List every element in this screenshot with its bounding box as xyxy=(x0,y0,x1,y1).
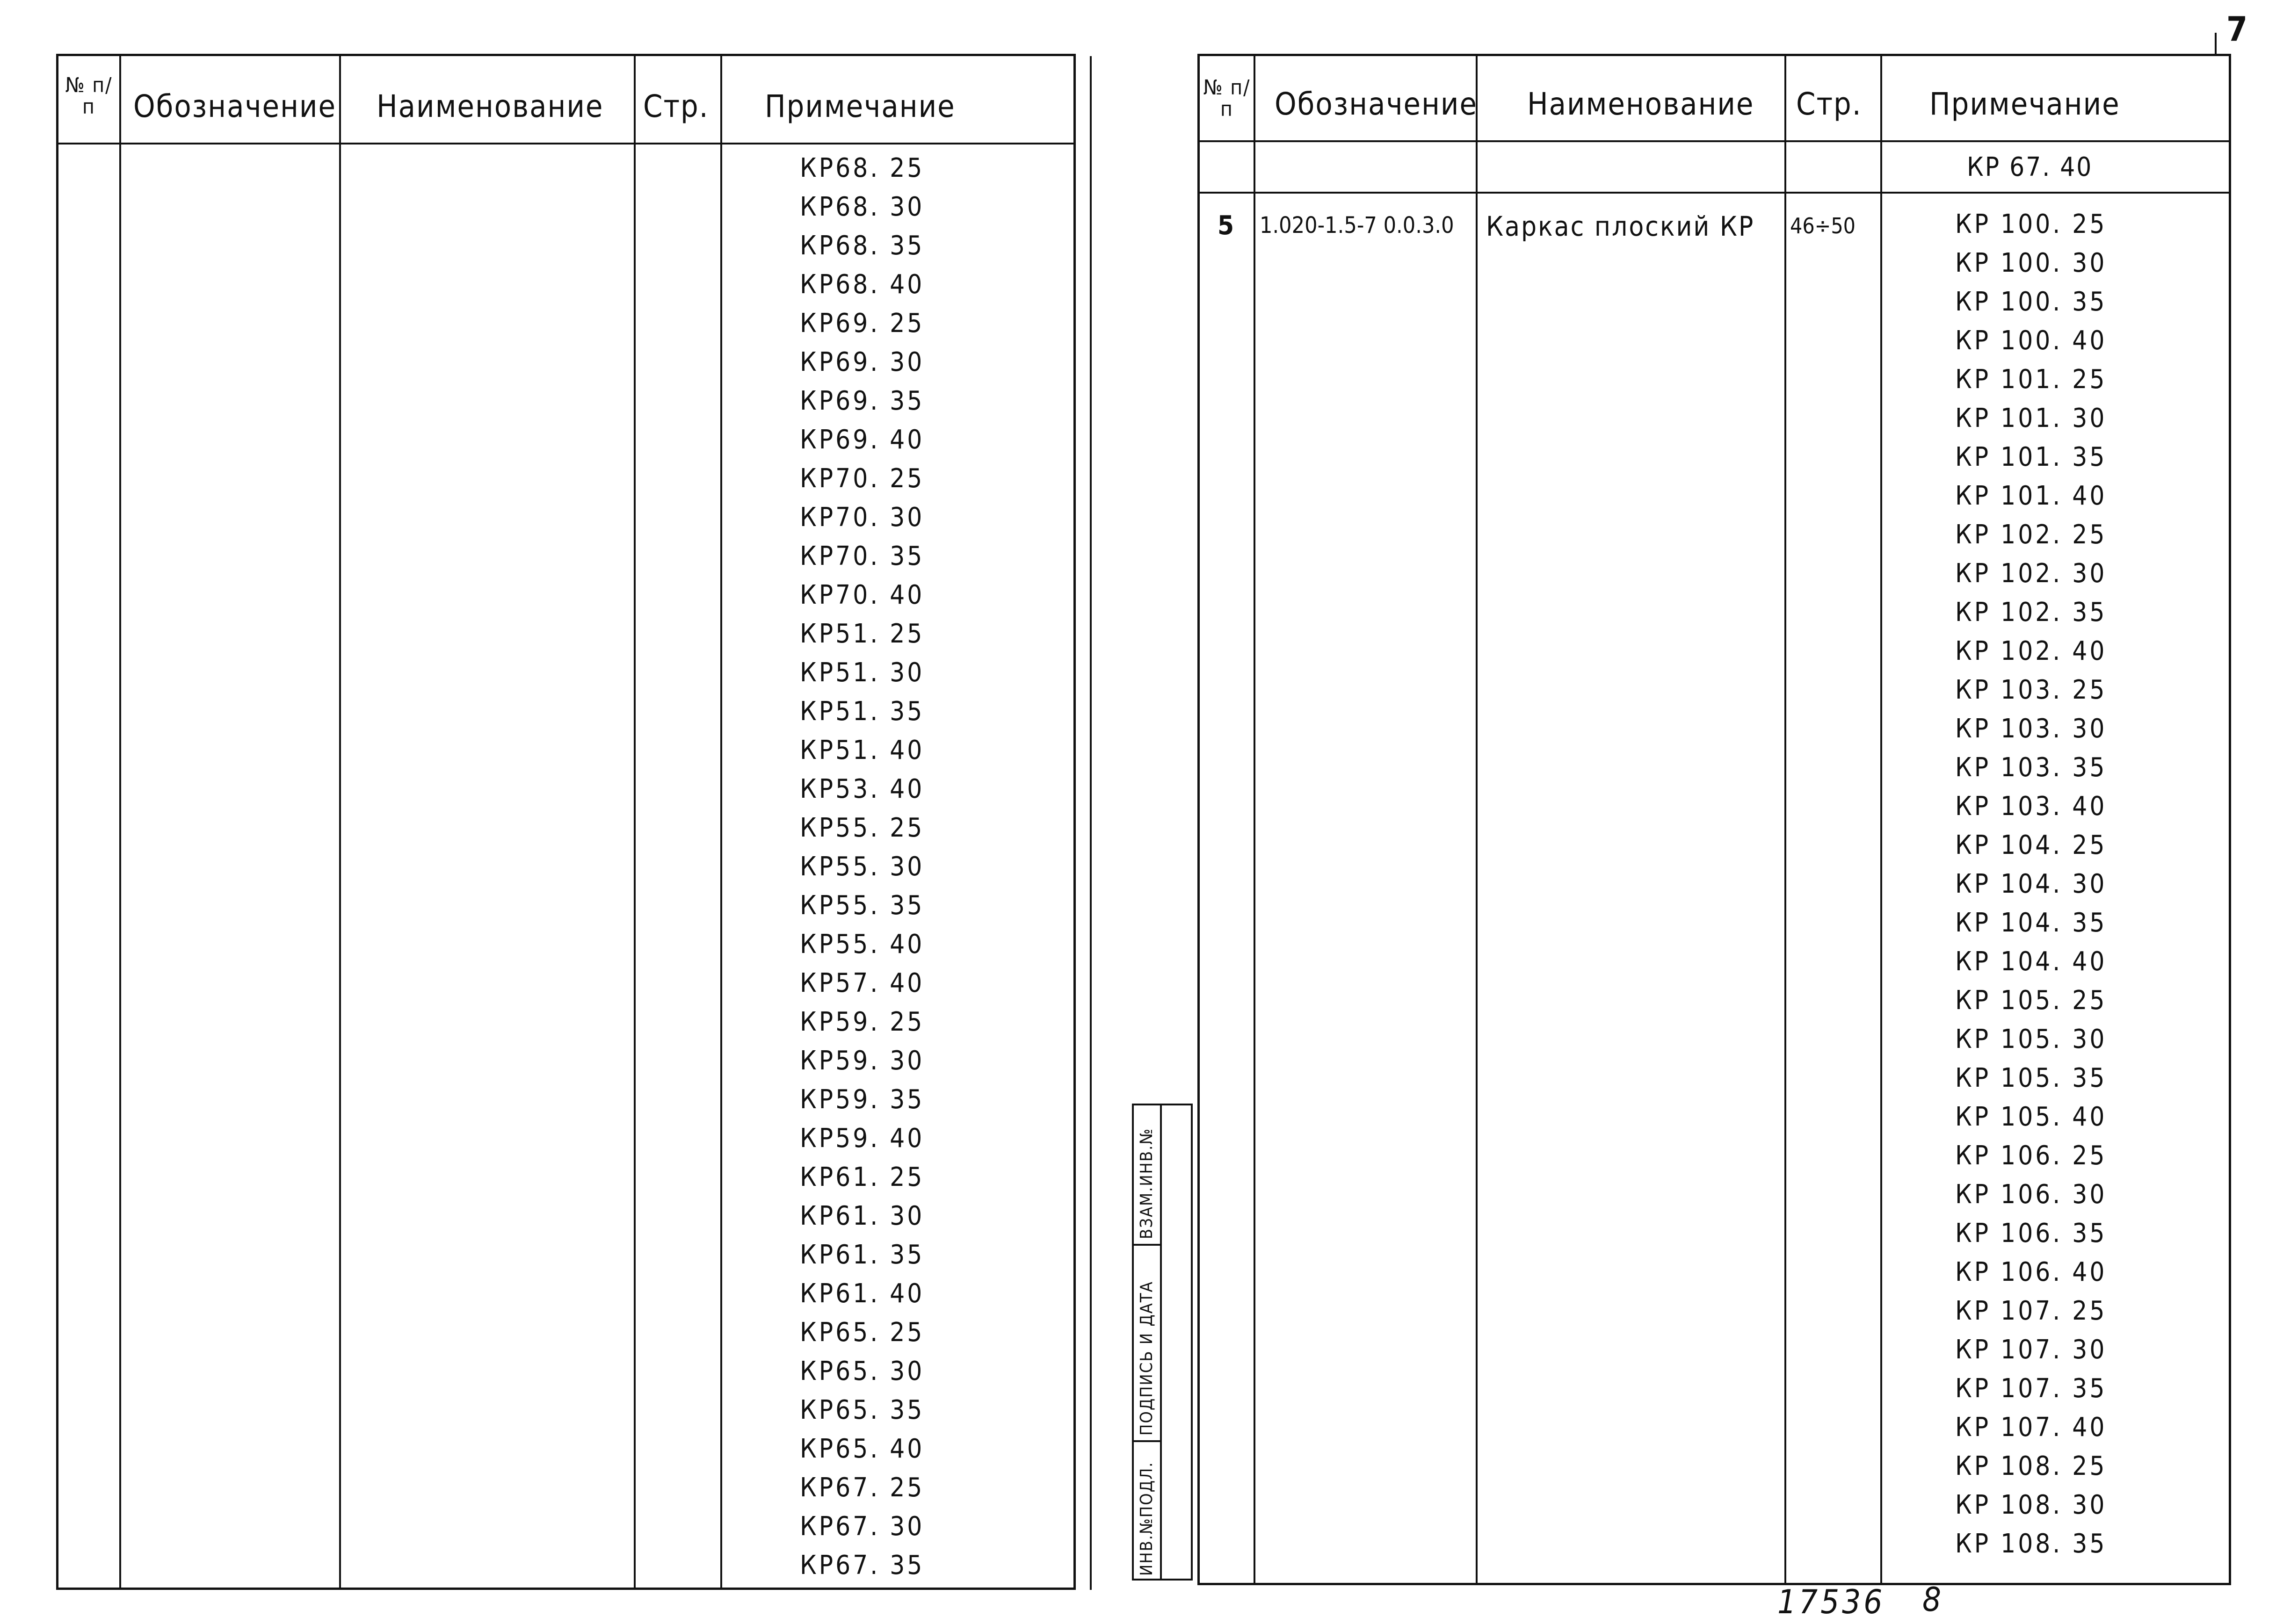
page-number-tick xyxy=(2215,33,2217,54)
right-notes-list xyxy=(1955,205,2107,1563)
right-header-note: Примечание xyxy=(1929,86,2120,122)
row-page-range: 46÷50 xyxy=(1790,213,1856,238)
list-item: КР 103. 25 xyxy=(1955,675,2107,705)
approval-stamp xyxy=(1132,1104,1193,1581)
list-item: КР57. 40 xyxy=(800,968,925,998)
right-header-designation: Обозначение xyxy=(1275,86,1478,122)
left-header-num: № п/п xyxy=(65,73,113,119)
left-col-line-3 xyxy=(634,56,636,1588)
list-item: КР 105. 30 xyxy=(1955,1024,2107,1054)
stamp-orig-inv: ИНВ.№ПОДЛ. xyxy=(1137,1461,1156,1576)
list-item: КР51. 25 xyxy=(800,619,925,649)
list-item: КР68. 30 xyxy=(800,192,925,222)
stamp-signature-date: ПОДПИСЬ И ДАТА xyxy=(1137,1281,1156,1436)
list-item: КР 103. 40 xyxy=(1955,791,2107,822)
list-item: КР 100. 35 xyxy=(1955,287,2107,317)
binding-margin-line xyxy=(1090,56,1092,1590)
list-item: КР 100. 25 xyxy=(1955,209,2107,239)
stamp-cell-replace-inv xyxy=(1134,1105,1160,1246)
list-item: КР 108. 25 xyxy=(1955,1451,2107,1481)
left-header-note: Примечание xyxy=(765,88,956,124)
list-item: КР61. 35 xyxy=(800,1240,925,1270)
list-item: КР55. 30 xyxy=(800,852,925,882)
list-item: КР67. 30 xyxy=(800,1511,925,1542)
list-item: КР61. 25 xyxy=(800,1162,925,1192)
left-col-line-4 xyxy=(720,56,722,1588)
list-item: КР 107. 25 xyxy=(1955,1296,2107,1326)
list-item: КР65. 30 xyxy=(800,1356,925,1386)
list-item: КР 104. 25 xyxy=(1955,830,2107,860)
right-header-num: № п/п xyxy=(1203,76,1251,122)
list-item: КР 108. 30 xyxy=(1955,1490,2107,1520)
list-item: КР 101. 25 xyxy=(1955,364,2107,395)
list-item: КР 108. 35 xyxy=(1955,1529,2107,1559)
list-item: КР 107. 40 xyxy=(1955,1412,2107,1443)
list-item: КР 104. 40 xyxy=(1955,946,2107,977)
list-item: КР69. 25 xyxy=(800,308,925,339)
list-item: КР55. 25 xyxy=(800,813,925,843)
list-item: КР 103. 35 xyxy=(1955,752,2107,783)
list-item: КР 102. 30 xyxy=(1955,558,2107,589)
list-item: КР68. 25 xyxy=(800,153,925,183)
list-item: КР 101. 40 xyxy=(1955,481,2107,511)
list-item: КР70. 40 xyxy=(800,580,925,610)
list-item: КР67. 35 xyxy=(800,1550,925,1581)
left-notes-list xyxy=(800,149,924,1585)
list-item: КР51. 40 xyxy=(800,735,925,765)
row-name: Каркас плоский КР xyxy=(1486,210,1755,242)
list-item: КР 103. 30 xyxy=(1955,714,2107,744)
right-header-line xyxy=(1200,140,2229,142)
left-specification-table xyxy=(56,54,1076,1590)
list-item: КР 105. 35 xyxy=(1955,1063,2107,1093)
list-item: КР 102. 35 xyxy=(1955,597,2107,628)
list-item: КР55. 35 xyxy=(800,890,925,921)
left-col-line-2 xyxy=(339,56,341,1588)
list-item: КР 105. 25 xyxy=(1955,985,2107,1016)
left-col-line-1 xyxy=(119,56,121,1588)
left-header-line xyxy=(58,143,1073,144)
page-number: 7 xyxy=(2226,9,2248,49)
list-item: КР69. 35 xyxy=(800,386,925,416)
right-col-line-4 xyxy=(1880,56,1882,1583)
list-item: КР59. 35 xyxy=(800,1084,925,1115)
right-specification-table xyxy=(1197,54,2231,1585)
list-item: КР 104. 35 xyxy=(1955,908,2107,938)
list-item: КР 107. 30 xyxy=(1955,1335,2107,1365)
row-designation: 1.020-1.5-7 0.0.3.0 xyxy=(1260,212,1454,238)
list-item: КР67. 25 xyxy=(800,1472,925,1503)
list-item: КР68. 35 xyxy=(800,231,925,261)
list-item: КР59. 40 xyxy=(800,1123,925,1154)
stamp-divider xyxy=(1160,1105,1162,1579)
right-header-name: Наименование xyxy=(1527,86,1754,122)
stamp-cell-orig-inv xyxy=(1134,1442,1160,1581)
right-col-line-3 xyxy=(1784,56,1786,1583)
list-item: КР 105. 40 xyxy=(1955,1102,2107,1132)
list-item: КР59. 25 xyxy=(800,1007,925,1037)
list-item: КР65. 25 xyxy=(800,1317,925,1348)
list-item: КР70. 25 xyxy=(800,463,925,494)
right-first-row-line xyxy=(1200,192,2229,194)
stamp-replace-inv: ВЗАМ.ИНВ.№ xyxy=(1137,1127,1156,1239)
list-item: КР61. 30 xyxy=(800,1201,925,1231)
right-carryover-note: КР 67. 40 xyxy=(1967,152,2093,182)
list-item: КР 102. 40 xyxy=(1955,636,2107,666)
list-item: КР53. 40 xyxy=(800,774,925,804)
list-item: КР55. 40 xyxy=(800,929,925,960)
list-item: КР 106. 30 xyxy=(1955,1179,2107,1210)
list-item: КР 101. 35 xyxy=(1955,442,2107,472)
right-col-line-2 xyxy=(1476,56,1478,1583)
list-item: КР69. 30 xyxy=(800,347,925,377)
list-item: КР68. 40 xyxy=(800,269,925,300)
right-header-page: Стр. xyxy=(1796,86,1862,122)
left-header-page: Стр. xyxy=(643,88,709,124)
list-item: КР 100. 30 xyxy=(1955,248,2107,278)
list-item: КР 101. 30 xyxy=(1955,403,2107,433)
list-item: КР51. 30 xyxy=(800,657,925,688)
list-item: КР 107. 35 xyxy=(1955,1373,2107,1404)
list-item: КР 104. 30 xyxy=(1955,869,2107,899)
list-item: КР 102. 25 xyxy=(1955,520,2107,550)
list-item: КР51. 35 xyxy=(800,696,925,727)
list-item: КР70. 35 xyxy=(800,541,925,571)
list-item: КР70. 30 xyxy=(800,502,925,533)
list-item: КР69. 40 xyxy=(800,425,925,455)
list-item: КР61. 40 xyxy=(800,1278,925,1309)
list-item: КР59. 30 xyxy=(800,1046,925,1076)
right-col-line-1 xyxy=(1254,56,1255,1583)
list-item: КР65. 40 xyxy=(800,1434,925,1464)
archive-number: 17536 xyxy=(1777,1583,1885,1621)
left-header-designation: Обозначение xyxy=(133,88,337,124)
list-item: КР65. 35 xyxy=(800,1395,925,1425)
sheet-number: 8 xyxy=(1922,1581,1944,1619)
stamp-cell-signature xyxy=(1134,1246,1160,1442)
left-header-name: Наименование xyxy=(377,88,604,124)
list-item: КР 100. 40 xyxy=(1955,325,2107,356)
list-item: КР 106. 25 xyxy=(1955,1140,2107,1171)
row-number: 5 xyxy=(1218,210,1236,241)
list-item: КР 106. 35 xyxy=(1955,1218,2107,1249)
list-item: КР 106. 40 xyxy=(1955,1257,2107,1287)
